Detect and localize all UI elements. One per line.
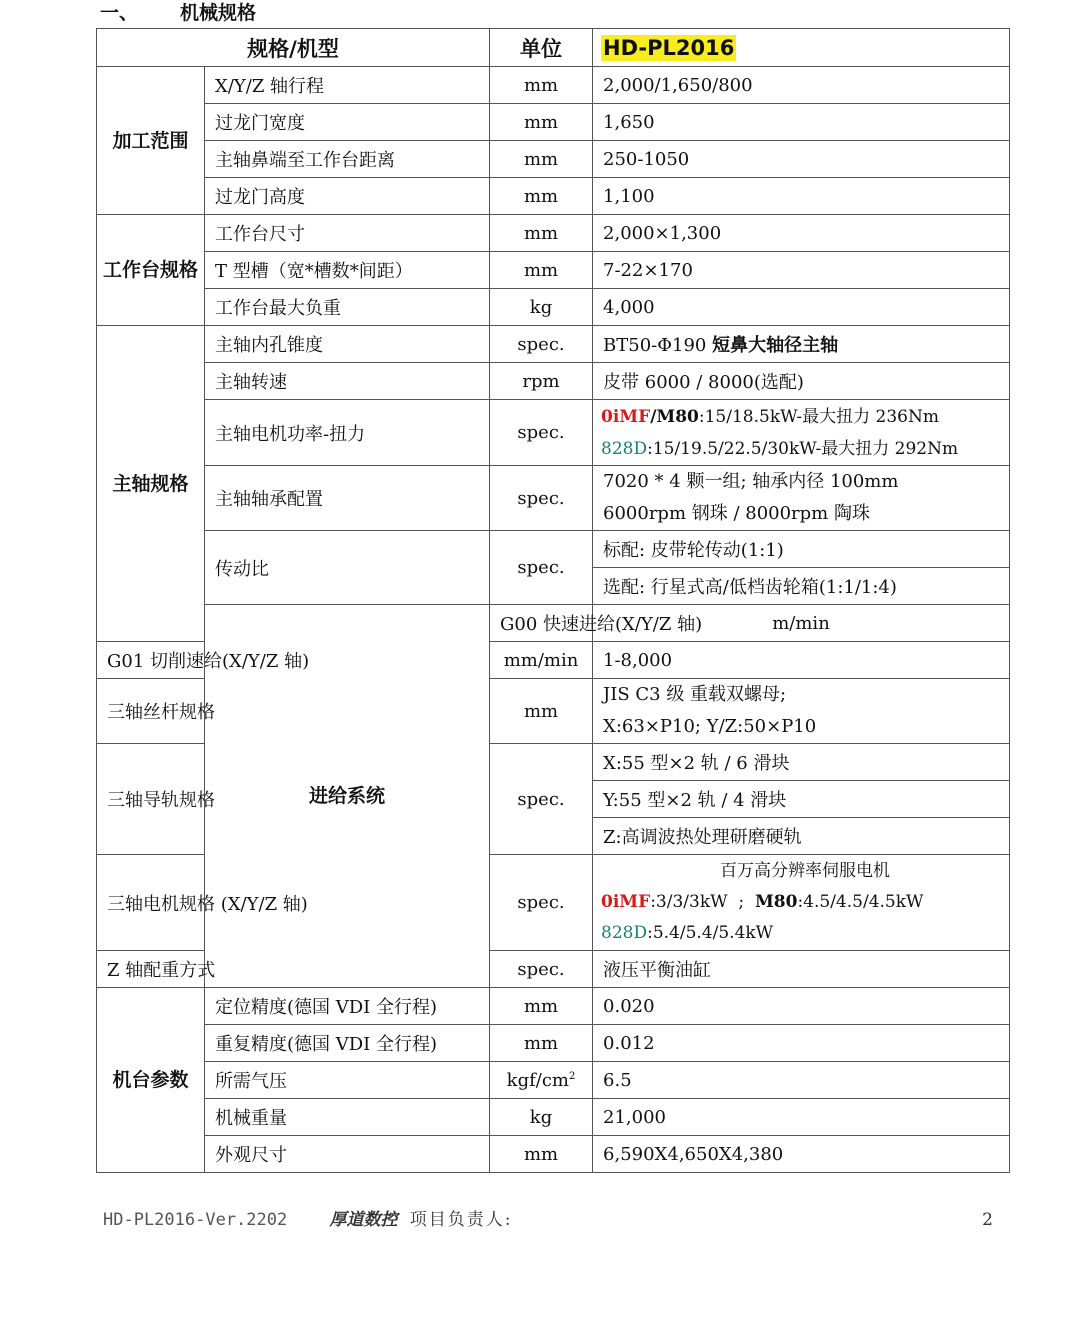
m80-label: M80: [754, 892, 798, 912]
table-row: [97, 531, 1010, 568]
row-name: 主轴转速: [205, 363, 490, 400]
ballscrew-line-2: X:63×P10; Y/Z:50×P10: [603, 716, 817, 737]
section-index: 一、: [100, 2, 139, 24]
row-name: T 型槽（宽*槽数*间距）: [205, 252, 490, 289]
row-value: 皮带 6000 / 8000(选配): [593, 363, 1010, 400]
table-row: [97, 1062, 1010, 1099]
row-name: 三轴导轨规格: [97, 744, 205, 855]
m80-spec: :4.5/4.5/4.5kW: [797, 892, 924, 912]
air-unit: kgf/cm: [506, 1069, 569, 1091]
row-value: 0.020: [593, 988, 1010, 1025]
row-unit: mm/min: [490, 642, 593, 679]
row-value: 7-22×170: [593, 252, 1010, 289]
row-unit: spec.: [490, 466, 593, 531]
row-name: 定位精度(德国 VDI 全行程): [205, 988, 490, 1025]
table-row: [97, 466, 1010, 531]
row-name: 主轴鼻端至工作台距离: [205, 141, 490, 178]
table-row: [97, 252, 1010, 289]
table-header-row: [97, 29, 1010, 67]
table-row: [97, 1136, 1010, 1173]
siemens-label: 828D: [601, 438, 648, 459]
m80-label: /M80: [650, 406, 699, 427]
page-footer: [103, 1207, 993, 1233]
row-unit: mm: [490, 1136, 593, 1173]
siemens-spec: :15/19.5/22.5/30kW-最大扭力 292Nm: [647, 438, 959, 459]
row-name: 过龙门宽度: [205, 104, 490, 141]
header-spec: 规格/机型: [97, 29, 490, 67]
table-row: [97, 1099, 1010, 1136]
row-name: Z 轴配重方式: [97, 951, 205, 988]
row-value: [593, 466, 1010, 531]
fanuc-label: 0iMF: [601, 892, 651, 912]
fanuc-label: 0iMF: [601, 406, 651, 427]
table-row: [97, 215, 1010, 252]
table-row: [97, 1025, 1010, 1062]
axis-motor-line-1: 百万高分辨率伺服电机: [720, 861, 891, 881]
guide-line-2: Y:55 型×2 轨 / 4 滑块: [593, 781, 1010, 818]
guide-line-1: X:55 型×2 轨 / 6 滑块: [593, 744, 1010, 781]
row-value: [593, 400, 1010, 466]
row-unit: spec.: [490, 744, 593, 855]
row-unit: mm: [490, 252, 593, 289]
taper-value: BT50-Φ190: [603, 335, 713, 356]
drive-line-1: 标配: 皮带轮传动(1:1): [593, 531, 1010, 568]
table-row: [97, 326, 1010, 363]
table-row: [97, 988, 1010, 1025]
table-row: [97, 178, 1010, 215]
header-model: [593, 29, 1010, 67]
row-unit: kg: [490, 289, 593, 326]
row-value: 液压平衡油缸: [593, 951, 1010, 988]
row-name: 所需气压: [205, 1062, 490, 1099]
footer-brand: 厚道数控: [329, 1210, 398, 1230]
row-name: 主轴电机功率-扭力: [205, 400, 490, 466]
group-range: 加工范围: [97, 67, 205, 215]
fanuc-spec: :3/3/3kW ;: [650, 892, 755, 912]
bearing-line-2: 6000rpm 钢珠 / 8000rpm 陶珠: [603, 503, 870, 524]
row-name: X/Y/Z 轴行程: [205, 67, 490, 104]
row-name: 传动比: [205, 531, 490, 605]
row-value: 6,590X4,650X4,380: [593, 1136, 1010, 1173]
header-unit: 单位: [490, 29, 593, 67]
siemens-label: 828D: [601, 923, 648, 943]
motor-line-siemens: [601, 433, 1009, 465]
row-name: 工作台最大负重: [205, 289, 490, 326]
fanuc-spec: :15/18.5kW-最大扭力 236Nm: [698, 406, 939, 427]
group-spindle: 主轴规格: [97, 326, 205, 642]
motor-line-fanuc: [601, 401, 1009, 433]
row-value: [593, 679, 1010, 744]
table-row: [97, 289, 1010, 326]
section-title: 机械规格: [180, 2, 257, 24]
row-name: 三轴电机规格 (X/Y/Z 轴): [97, 855, 205, 951]
group-table: 工作台规格: [97, 215, 205, 326]
row-value: 0.012: [593, 1025, 1010, 1062]
row-unit: m/min: [593, 605, 1010, 642]
row-unit: spec.: [490, 855, 593, 951]
row-name: 机械重量: [205, 1099, 490, 1136]
row-unit: kg: [490, 1099, 593, 1136]
row-unit: spec.: [490, 531, 593, 605]
section-heading: [100, 0, 256, 26]
table-row: [97, 363, 1010, 400]
row-unit: mm: [490, 67, 593, 104]
table-row: [97, 67, 1010, 104]
row-unit: mm: [490, 104, 593, 141]
table-row: [97, 605, 1010, 642]
ballscrew-line-1: JIS C3 级 重载双螺母;: [603, 684, 787, 705]
row-unit: spec.: [490, 326, 593, 363]
row-name: G00 快速进给(X/Y/Z 轴): [490, 605, 593, 642]
row-unit: spec.: [490, 400, 593, 466]
row-unit: mm: [490, 141, 593, 178]
guide-line-3: Z:高调波热处理研磨硬轨: [593, 818, 1010, 855]
air-unit-sup: 2: [568, 1070, 576, 1082]
row-name: 主轴内孔锥度: [205, 326, 490, 363]
row-value: [593, 326, 1010, 363]
group-machine: 机台参数: [97, 988, 205, 1173]
row-unit: mm: [490, 178, 593, 215]
row-unit: rpm: [490, 363, 593, 400]
group-feed: 进给系统: [205, 605, 490, 988]
row-name: 工作台尺寸: [205, 215, 490, 252]
row-name: 三轴丝杆规格: [97, 679, 205, 744]
row-unit: [490, 1062, 593, 1099]
footer-version: HD-PL2016-Ver.2202: [103, 1210, 288, 1230]
row-value: 250-1050: [593, 141, 1010, 178]
table-row: [97, 104, 1010, 141]
row-unit: mm: [490, 1025, 593, 1062]
row-value: 4,000: [593, 289, 1010, 326]
spec-table: [96, 28, 1010, 1173]
row-name: 主轴轴承配置: [205, 466, 490, 531]
footer-owner-label: 项目负责人:: [409, 1210, 513, 1230]
drive-line-2: 选配: 行星式高/低档齿轮箱(1:1/1:4): [593, 568, 1010, 605]
row-unit: mm: [490, 679, 593, 744]
page-number: 2: [982, 1210, 993, 1230]
row-value: [593, 855, 1010, 951]
model-name: HD-PL2016: [603, 35, 735, 60]
row-name: G01 切削速给(X/Y/Z 轴): [97, 642, 205, 679]
row-value: 1,650: [593, 104, 1010, 141]
axis-motor-line-siemens: [601, 918, 1009, 949]
row-value: 2,000/1,650/800: [593, 67, 1010, 104]
table-row: [97, 400, 1010, 466]
row-value: 2,000×1,300: [593, 215, 1010, 252]
siemens-spec: :5.4/5.4/5.4kW: [647, 923, 774, 943]
axis-motor-line-fanuc: [601, 887, 1009, 918]
row-name: 外观尺寸: [205, 1136, 490, 1173]
table-row: [97, 141, 1010, 178]
taper-note: 短鼻大轴径主轴: [712, 335, 839, 356]
bearing-line-1: 7020 * 4 颗一组; 轴承内径 100mm: [603, 471, 899, 492]
row-value: 1-8,000: [593, 642, 1010, 679]
row-unit: mm: [490, 988, 593, 1025]
row-unit: spec.: [490, 951, 593, 988]
row-value: 6.5: [593, 1062, 1010, 1099]
row-name: 过龙门高度: [205, 178, 490, 215]
row-name: 重复精度(德国 VDI 全行程): [205, 1025, 490, 1062]
row-value: 1,100: [593, 178, 1010, 215]
row-unit: mm: [490, 215, 593, 252]
row-value: 21,000: [593, 1099, 1010, 1136]
